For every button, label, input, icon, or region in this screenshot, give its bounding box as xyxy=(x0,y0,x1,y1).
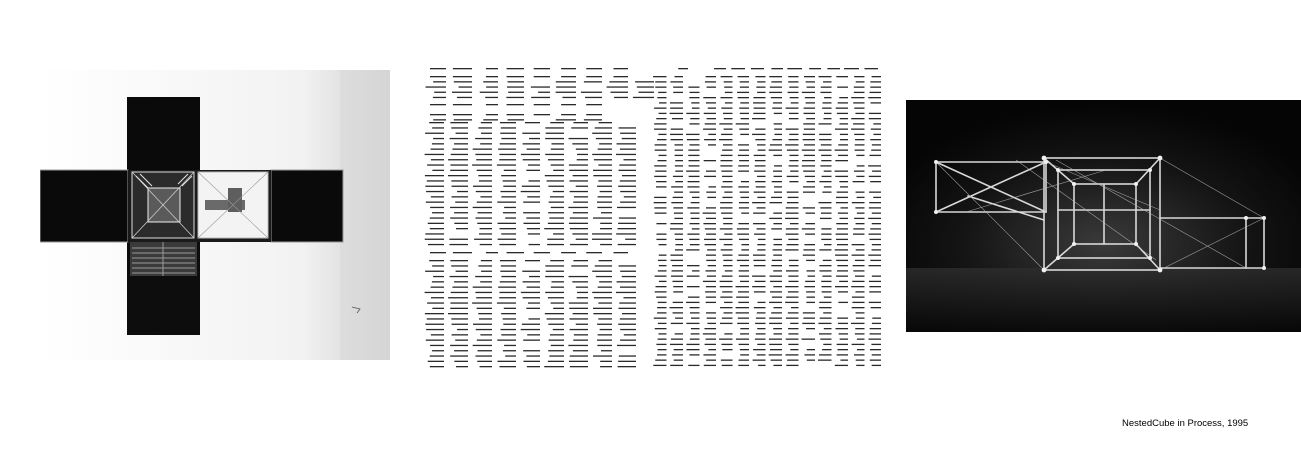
caption-rest: in Process, 1995 xyxy=(1174,418,1249,429)
analysis-printout-image xyxy=(418,64,883,369)
caption-title: NestedCube xyxy=(1122,418,1175,429)
nested-cube-photo xyxy=(906,100,1301,332)
printout-block xyxy=(653,76,881,366)
printout-block xyxy=(426,76,654,98)
printout-block xyxy=(425,122,636,245)
figure-caption xyxy=(1122,418,1248,429)
printout-block xyxy=(430,68,628,69)
printout-block xyxy=(430,252,628,253)
printout-block xyxy=(425,260,636,369)
printout-block xyxy=(430,114,602,121)
plan-model-image xyxy=(40,70,390,360)
printout-block xyxy=(678,68,878,69)
printout-block xyxy=(430,104,602,105)
